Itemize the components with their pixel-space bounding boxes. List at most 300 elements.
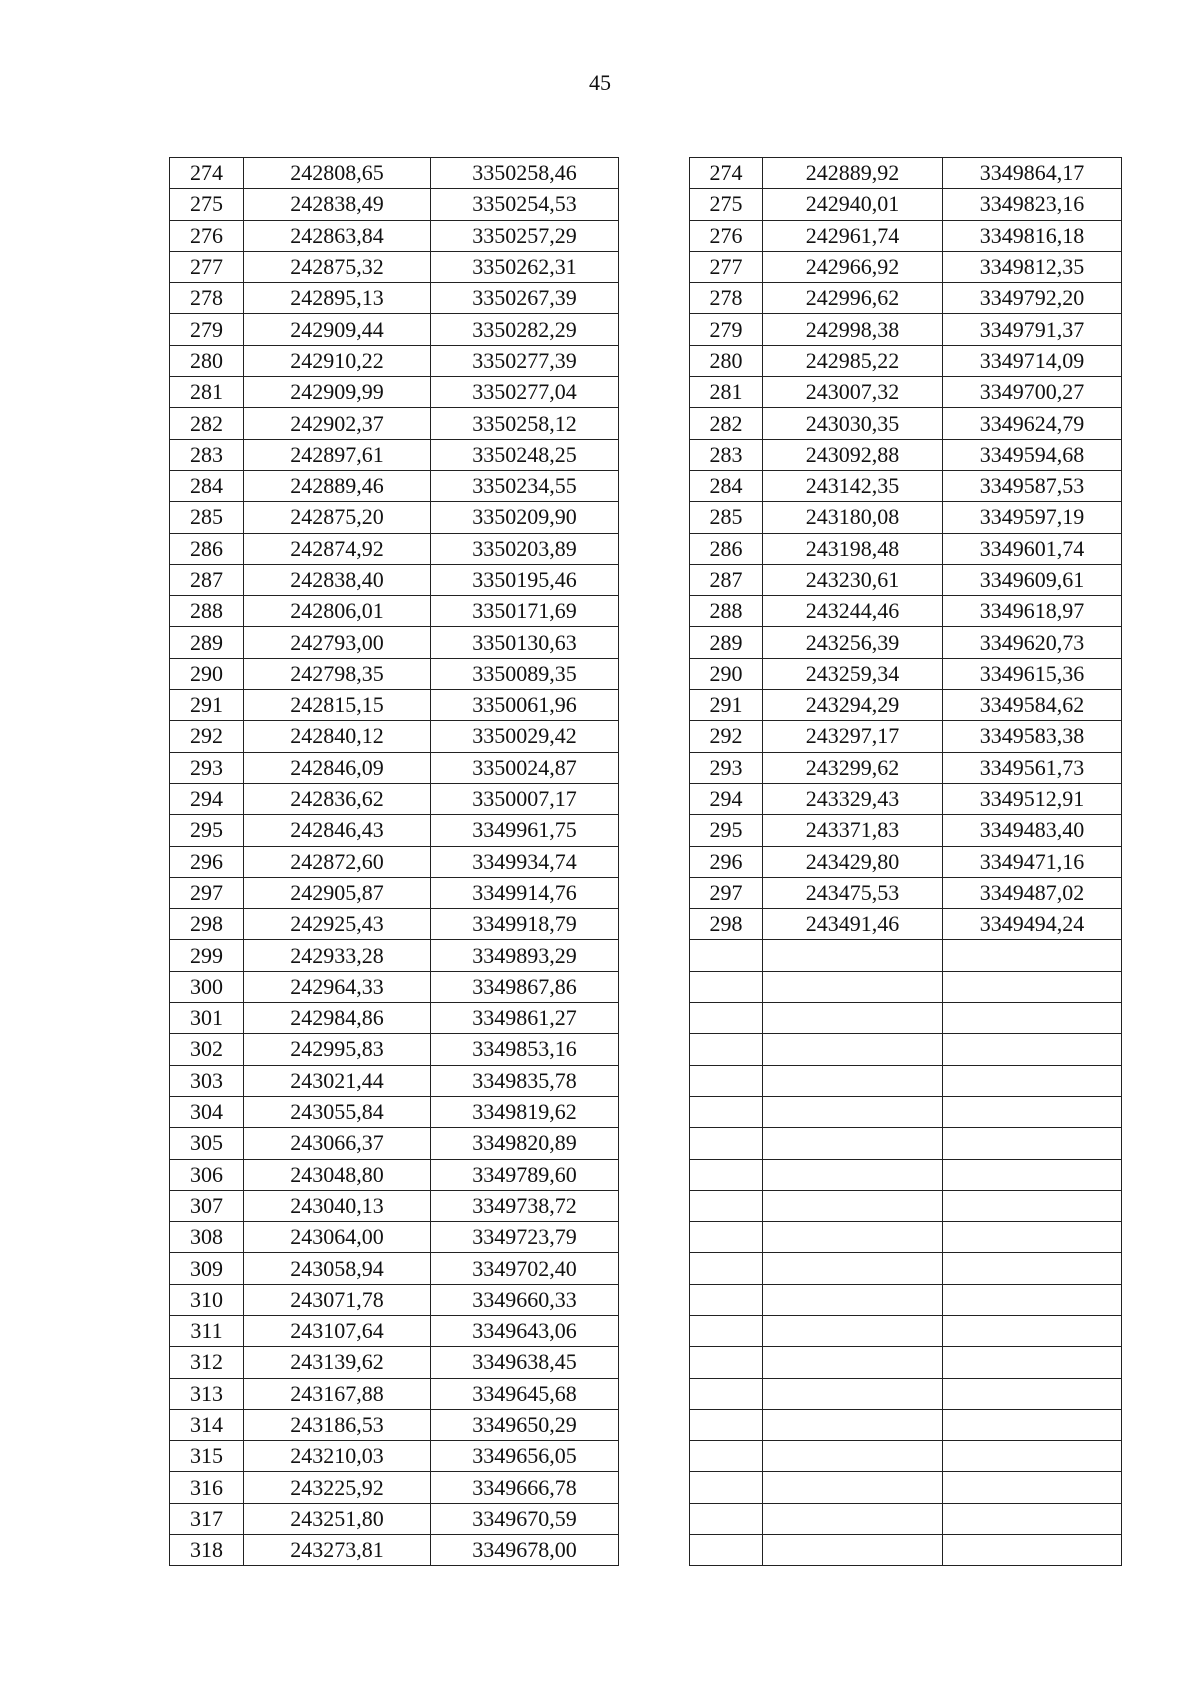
table-row — [690, 470, 1122, 501]
x-coordinate-cell: 243329,43 — [763, 783, 943, 814]
table-row — [170, 1409, 619, 1440]
y-coordinate-cell: 3350254,53 — [431, 189, 619, 220]
table-row — [690, 815, 1122, 846]
y-coordinate-cell: 3349812,35 — [943, 251, 1122, 282]
table-row — [690, 1065, 1122, 1096]
x-coordinate-cell: 242985,22 — [763, 345, 943, 376]
point-number-cell: 278 — [690, 283, 763, 314]
x-coordinate-cell — [763, 1409, 943, 1440]
table-row — [170, 1315, 619, 1346]
x-coordinate-cell: 243066,37 — [244, 1128, 431, 1159]
point-number-cell — [690, 1409, 763, 1440]
point-number-cell: 305 — [170, 1128, 244, 1159]
table-row — [690, 1253, 1122, 1284]
x-coordinate-cell: 242840,12 — [244, 721, 431, 752]
table-row — [170, 158, 619, 189]
y-coordinate-cell: 3349670,59 — [431, 1503, 619, 1534]
table-row — [690, 1159, 1122, 1190]
y-coordinate-cell: 3349934,74 — [431, 846, 619, 877]
y-coordinate-cell — [943, 1003, 1122, 1034]
point-number-cell: 298 — [170, 909, 244, 940]
table-row — [690, 596, 1122, 627]
point-number-cell: 297 — [690, 877, 763, 908]
table-row — [170, 783, 619, 814]
table-row — [690, 439, 1122, 470]
y-coordinate-cell — [943, 1535, 1122, 1566]
y-coordinate-cell: 3350203,89 — [431, 533, 619, 564]
point-number-cell — [690, 1503, 763, 1534]
x-coordinate-cell: 243299,62 — [763, 752, 943, 783]
x-coordinate-cell: 243475,53 — [763, 877, 943, 908]
point-number-cell: 317 — [170, 1503, 244, 1534]
point-number-cell: 293 — [170, 752, 244, 783]
point-number-cell — [690, 1065, 763, 1096]
table-row — [170, 1096, 619, 1127]
table-row — [690, 658, 1122, 689]
y-coordinate-cell: 3349471,16 — [943, 846, 1122, 877]
x-coordinate-cell: 243256,39 — [763, 627, 943, 658]
y-coordinate-cell: 3349700,27 — [943, 377, 1122, 408]
y-coordinate-cell: 3349823,16 — [943, 189, 1122, 220]
point-number-cell: 278 — [170, 283, 244, 314]
x-coordinate-cell: 242806,01 — [244, 596, 431, 627]
y-coordinate-cell: 3350089,35 — [431, 658, 619, 689]
point-number-cell — [690, 1096, 763, 1127]
table-row — [690, 1034, 1122, 1065]
point-number-cell: 292 — [690, 721, 763, 752]
point-number-cell: 299 — [170, 940, 244, 971]
point-number-cell: 318 — [170, 1535, 244, 1566]
coordinates-table-left — [169, 157, 619, 1566]
table-row — [170, 408, 619, 439]
table-row — [170, 439, 619, 470]
point-number-cell — [690, 1190, 763, 1221]
x-coordinate-cell: 242815,15 — [244, 690, 431, 721]
table-row — [170, 1190, 619, 1221]
point-number-cell: 308 — [170, 1222, 244, 1253]
point-number-cell — [690, 1347, 763, 1378]
table-row — [690, 408, 1122, 439]
y-coordinate-cell: 3349650,29 — [431, 1409, 619, 1440]
y-coordinate-cell — [943, 1253, 1122, 1284]
y-coordinate-cell: 3350277,04 — [431, 377, 619, 408]
x-coordinate-cell: 243139,62 — [244, 1347, 431, 1378]
table-row — [170, 721, 619, 752]
x-coordinate-cell — [763, 1159, 943, 1190]
point-number-cell: 286 — [170, 533, 244, 564]
point-number-cell: 287 — [690, 564, 763, 595]
x-coordinate-cell: 242984,86 — [244, 1003, 431, 1034]
y-coordinate-cell: 3349615,36 — [943, 658, 1122, 689]
table-row — [170, 470, 619, 501]
x-coordinate-cell: 242875,20 — [244, 502, 431, 533]
table-row — [170, 251, 619, 282]
point-number-cell — [690, 1315, 763, 1346]
y-coordinate-cell — [943, 1503, 1122, 1534]
point-number-cell: 309 — [170, 1253, 244, 1284]
x-coordinate-cell — [763, 1535, 943, 1566]
point-number-cell: 285 — [170, 502, 244, 533]
point-number-cell: 298 — [690, 909, 763, 940]
y-coordinate-cell: 3349656,05 — [431, 1441, 619, 1472]
point-number-cell — [690, 1003, 763, 1034]
x-coordinate-cell: 242998,38 — [763, 314, 943, 345]
coordinates-table-right — [689, 157, 1122, 1566]
point-number-cell — [690, 971, 763, 1002]
y-coordinate-cell: 3349819,62 — [431, 1096, 619, 1127]
y-coordinate-cell: 3350262,31 — [431, 251, 619, 282]
x-coordinate-cell: 243244,46 — [763, 596, 943, 627]
point-number-cell: 277 — [690, 251, 763, 282]
x-coordinate-cell: 243429,80 — [763, 846, 943, 877]
y-coordinate-cell: 3349789,60 — [431, 1159, 619, 1190]
x-coordinate-cell: 242996,62 — [763, 283, 943, 314]
point-number-cell: 292 — [170, 721, 244, 752]
y-coordinate-cell: 3349914,76 — [431, 877, 619, 908]
x-coordinate-cell: 242838,49 — [244, 189, 431, 220]
y-coordinate-cell: 3349714,09 — [943, 345, 1122, 376]
point-number-cell: 289 — [690, 627, 763, 658]
table-row — [690, 1003, 1122, 1034]
table-row — [690, 314, 1122, 345]
point-number-cell: 276 — [690, 220, 763, 251]
table-row — [170, 1065, 619, 1096]
point-number-cell: 294 — [690, 783, 763, 814]
x-coordinate-cell: 242836,62 — [244, 783, 431, 814]
y-coordinate-cell: 3350061,96 — [431, 690, 619, 721]
table-row — [690, 690, 1122, 721]
y-coordinate-cell: 3350282,29 — [431, 314, 619, 345]
x-coordinate-cell: 242872,60 — [244, 846, 431, 877]
x-coordinate-cell: 243058,94 — [244, 1253, 431, 1284]
table-row — [170, 502, 619, 533]
x-coordinate-cell: 242940,01 — [763, 189, 943, 220]
y-coordinate-cell: 3349738,72 — [431, 1190, 619, 1221]
table-row — [690, 1347, 1122, 1378]
table-row — [690, 345, 1122, 376]
point-number-cell: 285 — [690, 502, 763, 533]
y-coordinate-cell: 3349483,40 — [943, 815, 1122, 846]
y-coordinate-cell — [943, 1065, 1122, 1096]
table-row — [690, 189, 1122, 220]
x-coordinate-cell: 242846,43 — [244, 815, 431, 846]
x-coordinate-cell: 242875,32 — [244, 251, 431, 282]
table-row — [690, 909, 1122, 940]
x-coordinate-cell: 242897,61 — [244, 439, 431, 470]
table-row — [690, 1503, 1122, 1534]
y-coordinate-cell: 3349666,78 — [431, 1472, 619, 1503]
table-row — [690, 1096, 1122, 1127]
table-row — [170, 1222, 619, 1253]
x-coordinate-cell: 243230,61 — [763, 564, 943, 595]
point-number-cell: 275 — [170, 189, 244, 220]
y-coordinate-cell: 3349609,61 — [943, 564, 1122, 595]
x-coordinate-cell: 242889,46 — [244, 470, 431, 501]
table-row — [170, 940, 619, 971]
point-number-cell: 288 — [170, 596, 244, 627]
point-number-cell: 307 — [170, 1190, 244, 1221]
table-row — [170, 283, 619, 314]
x-coordinate-cell — [763, 1190, 943, 1221]
x-coordinate-cell: 243142,35 — [763, 470, 943, 501]
point-number-cell — [690, 1441, 763, 1472]
y-coordinate-cell: 3349494,24 — [943, 909, 1122, 940]
table-row — [170, 1441, 619, 1472]
x-coordinate-cell: 243198,48 — [763, 533, 943, 564]
table-row — [690, 877, 1122, 908]
x-coordinate-cell — [763, 1315, 943, 1346]
point-number-cell: 284 — [170, 470, 244, 501]
x-coordinate-cell — [763, 1065, 943, 1096]
x-coordinate-cell: 243167,88 — [244, 1378, 431, 1409]
point-number-cell: 290 — [690, 658, 763, 689]
x-coordinate-cell — [763, 1034, 943, 1065]
y-coordinate-cell: 3349792,20 — [943, 283, 1122, 314]
x-coordinate-cell: 243225,92 — [244, 1472, 431, 1503]
point-number-cell: 301 — [170, 1003, 244, 1034]
x-coordinate-cell — [763, 1503, 943, 1534]
y-coordinate-cell — [943, 1128, 1122, 1159]
point-number-cell: 274 — [170, 158, 244, 189]
x-coordinate-cell: 242933,28 — [244, 940, 431, 971]
x-coordinate-cell: 243273,81 — [244, 1535, 431, 1566]
point-number-cell: 293 — [690, 752, 763, 783]
table-row — [690, 1222, 1122, 1253]
y-coordinate-cell: 3349587,53 — [943, 470, 1122, 501]
point-number-cell: 277 — [170, 251, 244, 282]
x-coordinate-cell: 243040,13 — [244, 1190, 431, 1221]
table-row — [170, 1128, 619, 1159]
point-number-cell: 294 — [170, 783, 244, 814]
table-row — [170, 1347, 619, 1378]
point-number-cell: 279 — [690, 314, 763, 345]
y-coordinate-cell: 3349638,45 — [431, 1347, 619, 1378]
table-row — [690, 502, 1122, 533]
point-number-cell: 291 — [690, 690, 763, 721]
table-row — [170, 564, 619, 595]
x-coordinate-cell: 243251,80 — [244, 1503, 431, 1534]
table-row — [690, 1472, 1122, 1503]
table-row — [690, 1409, 1122, 1440]
x-coordinate-cell — [763, 940, 943, 971]
point-number-cell: 281 — [170, 377, 244, 408]
point-number-cell — [690, 1128, 763, 1159]
table-row — [690, 627, 1122, 658]
point-number-cell: 287 — [170, 564, 244, 595]
point-number-cell: 296 — [690, 846, 763, 877]
table-row — [170, 815, 619, 846]
x-coordinate-cell: 242910,22 — [244, 345, 431, 376]
x-coordinate-cell: 243071,78 — [244, 1284, 431, 1315]
x-coordinate-cell: 243294,29 — [763, 690, 943, 721]
x-coordinate-cell: 243055,84 — [244, 1096, 431, 1127]
point-number-cell: 296 — [170, 846, 244, 877]
point-number-cell: 282 — [170, 408, 244, 439]
table-row — [690, 940, 1122, 971]
table-row — [170, 220, 619, 251]
point-number-cell: 283 — [690, 439, 763, 470]
table-row — [170, 752, 619, 783]
y-coordinate-cell — [943, 1222, 1122, 1253]
y-coordinate-cell: 3349918,79 — [431, 909, 619, 940]
y-coordinate-cell: 3350277,39 — [431, 345, 619, 376]
y-coordinate-cell — [943, 1284, 1122, 1315]
x-coordinate-cell: 242995,83 — [244, 1034, 431, 1065]
y-coordinate-cell: 3350258,46 — [431, 158, 619, 189]
y-coordinate-cell: 3349594,68 — [943, 439, 1122, 470]
point-number-cell: 280 — [170, 345, 244, 376]
point-number-cell — [690, 1222, 763, 1253]
y-coordinate-cell: 3349487,02 — [943, 877, 1122, 908]
x-coordinate-cell: 242909,44 — [244, 314, 431, 345]
table-row — [170, 971, 619, 1002]
y-coordinate-cell: 3349853,16 — [431, 1034, 619, 1065]
point-number-cell: 295 — [690, 815, 763, 846]
x-coordinate-cell: 243491,46 — [763, 909, 943, 940]
x-coordinate-cell: 243030,35 — [763, 408, 943, 439]
y-coordinate-cell: 3349816,18 — [943, 220, 1122, 251]
x-coordinate-cell: 243048,80 — [244, 1159, 431, 1190]
y-coordinate-cell: 3350209,90 — [431, 502, 619, 533]
y-coordinate-cell: 3349835,78 — [431, 1065, 619, 1096]
x-coordinate-cell — [763, 1441, 943, 1472]
point-number-cell: 312 — [170, 1347, 244, 1378]
x-coordinate-cell: 242808,65 — [244, 158, 431, 189]
y-coordinate-cell: 3349678,00 — [431, 1535, 619, 1566]
point-number-cell: 295 — [170, 815, 244, 846]
point-number-cell: 300 — [170, 971, 244, 1002]
x-coordinate-cell: 243064,00 — [244, 1222, 431, 1253]
table-row — [170, 377, 619, 408]
x-coordinate-cell: 242964,33 — [244, 971, 431, 1002]
x-coordinate-cell — [763, 971, 943, 1002]
table-row — [690, 721, 1122, 752]
y-coordinate-cell: 3349864,17 — [943, 158, 1122, 189]
table-row — [170, 846, 619, 877]
y-coordinate-cell — [943, 1096, 1122, 1127]
y-coordinate-cell: 3350195,46 — [431, 564, 619, 595]
y-coordinate-cell: 3350171,69 — [431, 596, 619, 627]
x-coordinate-cell: 242846,09 — [244, 752, 431, 783]
table-row — [170, 658, 619, 689]
y-coordinate-cell: 3349597,19 — [943, 502, 1122, 533]
point-number-cell: 316 — [170, 1472, 244, 1503]
x-coordinate-cell: 242889,92 — [763, 158, 943, 189]
y-coordinate-cell: 3350248,25 — [431, 439, 619, 470]
point-number-cell — [690, 1472, 763, 1503]
x-coordinate-cell — [763, 1253, 943, 1284]
table-row — [170, 627, 619, 658]
table-row — [170, 1034, 619, 1065]
y-coordinate-cell: 3349643,06 — [431, 1315, 619, 1346]
table-row — [690, 1190, 1122, 1221]
table-row — [690, 783, 1122, 814]
y-coordinate-cell: 3350130,63 — [431, 627, 619, 658]
table-row — [170, 189, 619, 220]
point-number-cell: 310 — [170, 1284, 244, 1315]
point-number-cell: 284 — [690, 470, 763, 501]
point-number-cell — [690, 1535, 763, 1566]
y-coordinate-cell: 3349791,37 — [943, 314, 1122, 345]
x-coordinate-cell — [763, 1003, 943, 1034]
x-coordinate-cell: 243297,17 — [763, 721, 943, 752]
table-row — [690, 220, 1122, 251]
y-coordinate-cell: 3349561,73 — [943, 752, 1122, 783]
table-row — [170, 596, 619, 627]
y-coordinate-cell: 3349961,75 — [431, 815, 619, 846]
table-row — [690, 846, 1122, 877]
y-coordinate-cell: 3350024,87 — [431, 752, 619, 783]
point-number-cell — [690, 1034, 763, 1065]
table-row — [170, 345, 619, 376]
point-number-cell — [690, 1159, 763, 1190]
table-row — [170, 1253, 619, 1284]
table-row — [690, 752, 1122, 783]
y-coordinate-cell — [943, 1472, 1122, 1503]
point-number-cell: 289 — [170, 627, 244, 658]
y-coordinate-cell — [943, 1034, 1122, 1065]
x-coordinate-cell — [763, 1128, 943, 1159]
table-row — [690, 1378, 1122, 1409]
point-number-cell: 274 — [690, 158, 763, 189]
point-number-cell: 306 — [170, 1159, 244, 1190]
table-row — [690, 283, 1122, 314]
point-number-cell: 291 — [170, 690, 244, 721]
x-coordinate-cell: 242895,13 — [244, 283, 431, 314]
point-number-cell — [690, 1253, 763, 1284]
table-row — [170, 533, 619, 564]
point-number-cell: 283 — [170, 439, 244, 470]
point-number-cell: 314 — [170, 1409, 244, 1440]
table-row — [170, 1472, 619, 1503]
x-coordinate-cell: 243259,34 — [763, 658, 943, 689]
table-row — [690, 377, 1122, 408]
table-row — [170, 1503, 619, 1534]
x-coordinate-cell: 243180,08 — [763, 502, 943, 533]
table-row — [170, 1003, 619, 1034]
y-coordinate-cell: 3349861,27 — [431, 1003, 619, 1034]
point-number-cell — [690, 940, 763, 971]
point-number-cell: 276 — [170, 220, 244, 251]
y-coordinate-cell: 3350029,42 — [431, 721, 619, 752]
y-coordinate-cell: 3350257,29 — [431, 220, 619, 251]
point-number-cell: 313 — [170, 1378, 244, 1409]
point-number-cell: 290 — [170, 658, 244, 689]
table-row — [170, 690, 619, 721]
point-number-cell: 275 — [690, 189, 763, 220]
y-coordinate-cell — [943, 1190, 1122, 1221]
x-coordinate-cell: 243021,44 — [244, 1065, 431, 1096]
table-row — [170, 877, 619, 908]
x-coordinate-cell — [763, 1096, 943, 1127]
point-number-cell: 302 — [170, 1034, 244, 1065]
y-coordinate-cell: 3349660,33 — [431, 1284, 619, 1315]
point-number-cell: 303 — [170, 1065, 244, 1096]
y-coordinate-cell — [943, 1159, 1122, 1190]
table-row — [690, 564, 1122, 595]
point-number-cell: 315 — [170, 1441, 244, 1472]
y-coordinate-cell: 3349583,38 — [943, 721, 1122, 752]
x-coordinate-cell: 242902,37 — [244, 408, 431, 439]
table-row — [690, 1128, 1122, 1159]
y-coordinate-cell: 3349512,91 — [943, 783, 1122, 814]
table-row — [690, 251, 1122, 282]
table-row — [690, 1315, 1122, 1346]
table-row — [690, 158, 1122, 189]
y-coordinate-cell: 3350267,39 — [431, 283, 619, 314]
x-coordinate-cell: 243007,32 — [763, 377, 943, 408]
x-coordinate-cell: 243092,88 — [763, 439, 943, 470]
